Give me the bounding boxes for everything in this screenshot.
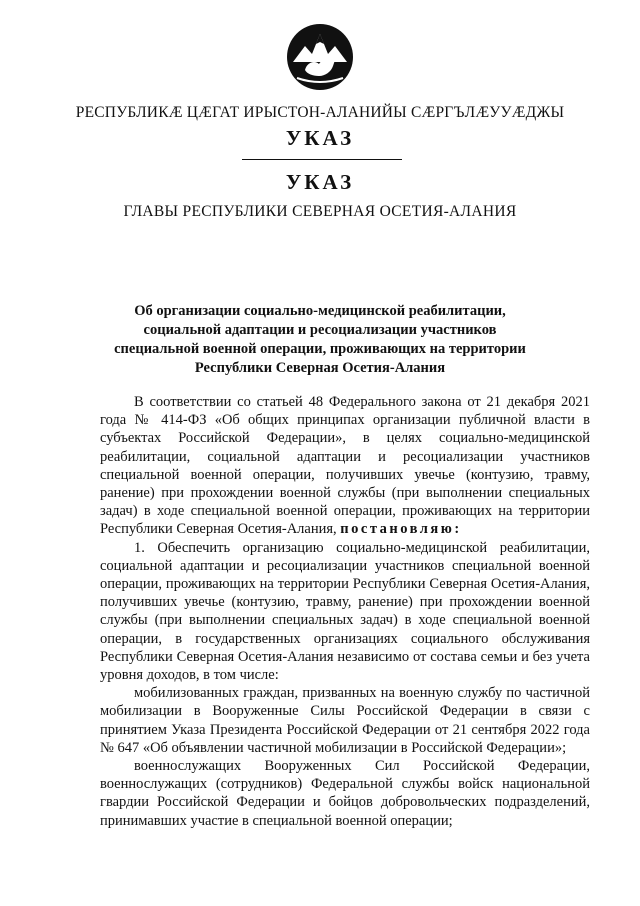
header-russian-line: ГЛАВЫ РЕСПУБЛИКИ СЕВЕРНАЯ ОСЕТИЯ-АЛАНИЯ bbox=[123, 203, 517, 220]
item-1-b-paragraph: военнослужащих Вооруженных Сил Российской Федерации, военнослужащих (сотрудников) Федеральной службы войск национальной гвардии Российской Федерации и бойцов добровольческих подразделений, принимавших участие в специальной военной операции; bbox=[100, 758, 590, 829]
header-ossetian-line: РЕСПУБЛИКӔ ЦӔГАТ ИРЫСТОН-АЛАНИЙЫ СӔРГЪЛӔУУӔДЖЫ bbox=[75, 104, 565, 121]
decree-body bbox=[100, 393, 590, 830]
header-divider bbox=[242, 159, 402, 160]
preamble-paragraph bbox=[100, 393, 590, 539]
decree-title: Об организации социально-медицинской реабилитации, социальной адаптации и ресоциализации участников специальной военной операции, проживающих на территории Республики Северная Осетия-Алания bbox=[114, 303, 526, 376]
decree-word: постановляю: bbox=[340, 521, 462, 538]
item-1-paragraph: 1. Обеспечить организацию социально-медицинской реабилитации, социальной адаптации и ресоциализации участников специальной военной операции, проживающих на территории Республики Северная Осетия-Алания, получивших увечье (контузию, травму, ранение) при прохождении военной службы (при выполнении специальных задач) в ходе специальной военной операции, в государственных организациях социального обслуживания Республики Северная Осетия-Алания независимо от состава семьи и без учета уровня доходов, в том числе: bbox=[100, 539, 590, 684]
header-ukaz-russian: УКАЗ bbox=[285, 170, 355, 194]
coat-of-arms-icon bbox=[285, 22, 355, 92]
item-1-a-paragraph: мобилизованных граждан, призванных на военную службу по частичной мобилизации в Вооруженные Силы Российской Федерации в связи с принятием Указа Президента Российской Федерации от 21 сентября 2022 года № 647 «Об объявлении частичной мобилизации в Российской Федерации»; bbox=[100, 685, 590, 756]
preamble-text: В соответствии со статьей 48 Федерального закона от 21 декабря 2021 года № 414-ФЗ «Об общих принципах организации публичной власти в субъектах Российской Федерации», в целях социально-медицинской реабилитации, социальной адаптации и ресоциализации участников специальной военной операции, получивших увечье (контузию, травму, ранение) при прохождении военной службы (при выполнении специальных задач) в ходе специальной военной операции, проживающих на территории Республики Северная Осетия-Алания, bbox=[100, 394, 590, 538]
header-ukaz-ossetian: УКАЗ bbox=[285, 126, 355, 150]
